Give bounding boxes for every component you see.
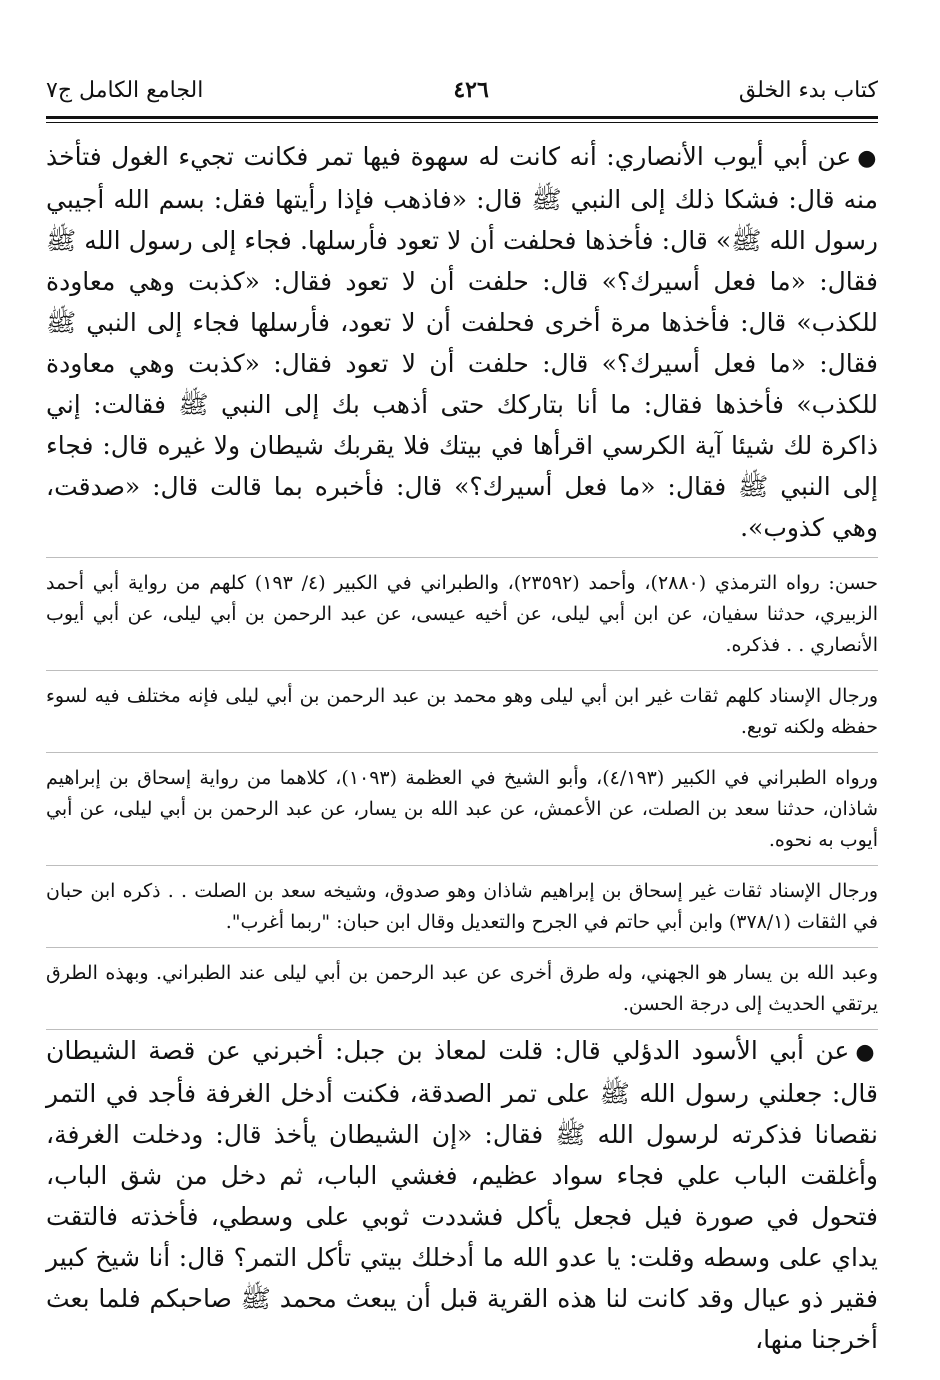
paragraph-text: ورجال الإسناد ثقات غير إسحاق بن إبراهيم شاذان وهو صدوق، وشيخه سعد بن الصلت . . ذكره ابن حبان في الثقات (٣٧٨/١) وابن أبي حاتم في الجرح والتعديل وقال ابن حبان: "ربما أغرب".	[46, 880, 878, 933]
bullet-icon: ●	[857, 146, 878, 171]
paragraph-text: ورجال الإسناد كلهم ثقات غير ابن أبي ليلى وهو محمد بن عبد الرحمن بن أبي ليلى فإنه مختلف فيه لسوء حفظه ولكنه توبع.	[46, 685, 878, 738]
takhrij-note	[46, 958, 878, 1020]
takhrij-note	[46, 568, 878, 661]
page-body	[46, 136, 878, 1360]
paragraph-separator	[46, 670, 878, 671]
bullet-icon: ●	[855, 1040, 878, 1065]
header-rule-thick	[46, 116, 878, 119]
paragraph-text: ورواه الطبراني في الكبير (٤/١٩٣)، وأبو الشيخ في العظمة (١٠٩٣)، كلاهما من رواية إسحاق بن إبراهيم شاذان، حدثنا سعد بن الصلت، عن الأعمش، عن عبد الله بن يسار، عن عبد الرحمن بن أبي ليلى، عن أبي أيوب به نحوه.	[46, 767, 878, 851]
paragraph-text: عن أبي أيوب الأنصاري: أنه كانت له سهوة فيها تمر فكانت تجيء الغول فتأخذ منه قال: فشكا ذلك إلى النبي ﷺ قال: «فاذهب فإذا رأيتها فقل: بسم الله أجيبي رسول الله ﷺ» قال: فأخذها فحلفت أن لا تعود فأرسلها. فجاء إلى رسول الله ﷺ فقال: «ما فعل أسيرك؟» قال: حلفت أن لا تعود فقال: «كذبت وهي معاودة للكذب» قال: فأخذها مرة أخرى فحلفت أن لا تعود، فأرسلها فجاء إلى النبي ﷺ فقال: «ما فعل أسيرك؟» قال: حلفت أن لا تعود فقال: «كذبت وهي معاودة للكذب» فأخذها فقال: ما أنا بتاركك حتى أذهب بك إلى النبي ﷺ فقالت: إني ذاكرة لك شيئا آية الكرسي اقرأها في بيتك فلا يقربك شيطان ولا غيره قال: فجاء إلى النبي ﷺ فقال: «ما فعل أسيرك؟» قال: فأخبره بما قالت قال: «صدقت، وهي كذوب».	[46, 142, 878, 542]
header-rule-thin	[46, 122, 878, 123]
paragraph-separator	[46, 752, 878, 753]
paragraph-separator	[46, 557, 878, 558]
takhrij-note	[46, 876, 878, 938]
hadith-paragraph	[46, 1030, 878, 1360]
takhrij-note	[46, 681, 878, 743]
paragraph-text: عن أبي الأسود الدؤلي قال: قلت لمعاذ بن جبل: أخبرني عن قصة الشيطان قال: جعلني رسول الله ﷺ على تمر الصدقة، فكنت أدخل الغرفة فأجد في التمر نقصانا فذكرته لرسول الله ﷺ فقال: «إن الشيطان يأخذ قال: ودخلت الغرفة، وأغلقت الباب علي فجاء سواد عظيم، فغشي الباب، ثم دخل من شق الباب، فتحول في صورة فيل فجعل يأكل فشددت ثوبي على وسطي، فأخذته فالتقت يداي على وسطه وقلت: يا عدو الله ما أدخلك بيتي تأكل التمر؟ قال: أنا شيخ كبير فقير ذو عيال وقد كانت لنا هذه القرية قبل أن يبعث محمد ﷺ صاحبكم فلما بعث أخرجنا منها،	[46, 1036, 878, 1354]
running-title-right: كتاب بدء الخلق	[738, 77, 878, 103]
page-header	[46, 68, 878, 112]
page-number: ٤٢٦	[453, 77, 489, 103]
takhrij-note	[46, 763, 878, 856]
book-page	[46, 0, 878, 1380]
paragraph-separator	[46, 947, 878, 948]
hadith-paragraph	[46, 136, 878, 548]
paragraph-text: حسن: رواه الترمذي (٢٨٨٠)، وأحمد (٢٣٥٩٢)، والطبراني في الكبير (٤/ ١٩٣) كلهم من رواية أبي أحمد الزبيري، حدثنا سفيان، عن ابن أبي ليلى، عن أخيه عيسى، عن عبد الرحمن بن أبي ليلى، عن أبي أيوب الأنصاري . . فذكره.	[46, 572, 878, 656]
paragraph-text: وعبد الله بن يسار هو الجهني، وله طرق أخرى عن عبد الرحمن بن أبي ليلى عند الطبراني. وبهذه الطرق يرتقي الحديث إلى درجة الحسن.	[46, 962, 878, 1015]
paragraph-separator	[46, 865, 878, 866]
running-title-left: الجامع الكامل ج٧	[46, 77, 204, 103]
